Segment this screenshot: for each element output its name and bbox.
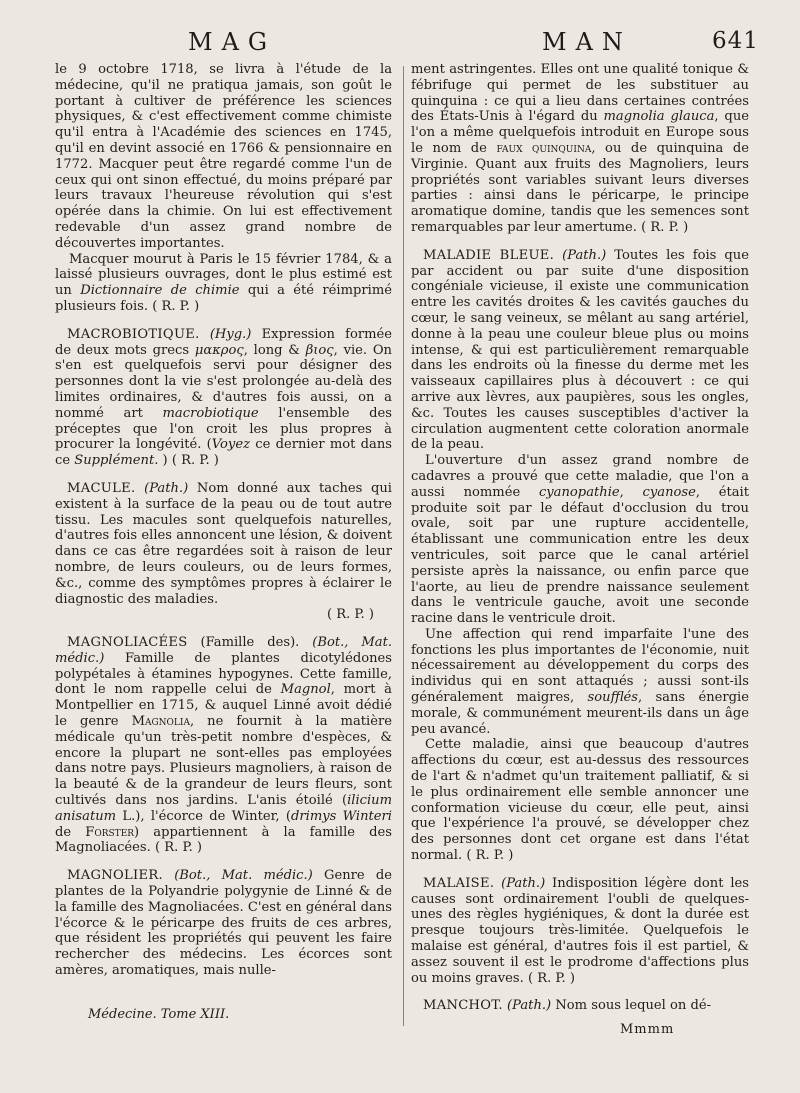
author-signature: ( R. P. ) bbox=[326, 607, 374, 623]
entry-tag: (Path.) bbox=[562, 247, 607, 263]
maladie-bleue-paragraph-4: Cette maladie, ainsi que beaucoup d'autres affections du cœur, est au-dessus des ressources de l'art & n'admet qu'un traitement palliatif, & si le plus ordinairement elle semble annoncer une conformation vicieuse du cœur, elle peut, ainsi que l'expérience l'a prouvé, se développer chez des personnes dont cet organe est dans l'état normal. ( R. P. ) bbox=[411, 737, 749, 864]
column-divider bbox=[403, 66, 404, 1026]
entry-tag: (Path.) bbox=[501, 875, 546, 891]
greek-word: βιος bbox=[305, 342, 334, 358]
signature-mark: Mmmm bbox=[620, 1022, 675, 1037]
magnolier-continuation: ment astringentes. Elles ont une qualité tonique & fébrifuge qui permet de les substituer au quinquina : ce qui a lieu dans certaines contrées des États-Unis à l'égard du magnolia glauca, que l'on a même quelquefois introduit en Europe sous le nom de faux quinquina, ou de quinquina de Virginie. Quant aux fruits des Magnoliers, leurs propriétés sont variables suivant leurs diverses parties : ainsi dans le péricarpe, le principe aromatique domine, tandis que les semences sont remarquables par leur amertume. ( R. P. ) bbox=[411, 62, 750, 235]
header-left-word: MAG bbox=[188, 28, 277, 56]
author-signature: ( R. P. ) bbox=[171, 453, 219, 469]
macquer-paragraph-2: Macquer mourut à Paris le 15 février 1784, & a laissé plusieurs ouvrages, dont le plus estimé est un Dictionnaire de chimie qui a été réimprimé plusieurs fois. ( R. P. ) bbox=[55, 251, 392, 314]
entry-macule: MACULE. (Path.) Nom donné aux taches qui existent à la surface de la peau ou de tout autre tissu. Les macules sont quelquefois naturelles, d'autres fois elles annoncent une lésion, & doivent dans ce cas être regardées soit à raison de leur nombre, de leurs couleurs, ou de leurs formes, &c., comme des symptômes propres à éclairer le diagnostic des maladies. bbox=[55, 480, 392, 607]
entry-magnoliacees: MAGNOLIACÉES (Famille des). (Bot., Mat. médic.) Famille de plantes dicotylédones polypétales à étamines hypogynes. Cette famille, dont le nom rappelle celui de Magnol, mort à Montpellier en 1715, & auquel Linné avoit dédié le genre Magnolia, ne fournit à la matière médicale qu'un très-petit nombre d'espèces, & encore la plupart ne sont-elles pas employées dans notre pays. Plusieurs magnoliers, à raison de la beauté & de la grandeur de leurs fleurs, sont cultivés dans nos jardins. L'anis étoilé (ilicium anisatum L.), l'écorce de Winter, (drimys Winteri de Forster) appartiennent à la famille des Magnoliacées. ( R. P. ) bbox=[55, 635, 393, 856]
page-number: 641 bbox=[712, 28, 759, 54]
author-signature: ( R. P. ) bbox=[466, 848, 514, 864]
right-column bbox=[411, 62, 749, 1014]
header-center-word: MAN bbox=[542, 28, 632, 56]
entry-tag: (Bot., Mat. médic.) bbox=[55, 635, 393, 666]
entry-headword: MAGNOLIER. bbox=[67, 868, 163, 884]
entry-macrobiotique: MACROBIOTIQUE. (Hyg.) Expression formée de deux mots grecs μακρος, long & βιος, vie. On s'en est quelquefois servi pour désigner des personnes dont la vie s'est prolongée au-delà des limites ordinaires, & d'autres fois aussi, on a nommé art macrobiotique l'ensemble des préceptes que l'on croit les plus propres à procurer la longévité. (Voyez ce dernier mot dans ce Supplément. ) ( R. P. ) bbox=[55, 326, 393, 469]
entry-tag: (Bot., Mat. médic.) bbox=[174, 868, 313, 884]
work-title: Dictionnaire de chimie bbox=[80, 283, 240, 299]
maladie-bleue-paragraph-2: L'ouverture d'un assez grand nombre de cadavres a prouvé que cette maladie, que l'on a aussi nommée cyanopathie, cyanose, était produite soit par le défaut d'occlusion du trou ovale, soit par une rupture accidentelle, établissant une communication entre les deux ventricules, soit parce que le canal artériel persiste après la naissance, ou enfin parce que l'aorte, au lieu de prendre naissance seulement dans le ventricule gauche, avoit une seconde racine dans le ventricule droit. bbox=[411, 453, 750, 627]
entry-headword: MANCHOT. bbox=[423, 998, 503, 1014]
left-column bbox=[55, 62, 392, 979]
entry-tag: (Hyg.) bbox=[209, 326, 252, 342]
entry-maladie-bleue: MALADIE BLEUE. (Path.) Toutes les fois que par accident ou par suite d'une disposition congéniale vicieuse, il existe une communication entre les cavités droites & les cavités gauches du cœur, le sang veineux, se mêlant au sang artériel, donne à la peau une couleur bleue plus ou moins intense, & qui est particulièrement remarquable dans les endroits où la finesse du derme met les vaisseaux capillaires plus à découvert : ce qui arrive aux lèvres, aux paupières, sous les ongles, &c. Toutes les causes susceptibles d'activer la circulation augmentent cette coloration anormale de la peau. bbox=[411, 247, 749, 453]
author-signature: ( R. P. ) bbox=[527, 970, 575, 986]
author-signature: ( R. P. ) bbox=[641, 219, 689, 235]
entry-headword: MALADIE BLEUE. bbox=[423, 247, 555, 263]
entry-tag: (Path.) bbox=[507, 998, 552, 1014]
entry-headword: MALAISE. bbox=[423, 875, 495, 891]
entry-headword: MAGNOLIACÉES bbox=[67, 635, 188, 651]
author-signature: ( R. P. ) bbox=[154, 840, 203, 856]
volume-footer: Médecine. Tome XIII. bbox=[88, 1007, 230, 1022]
entry-malaise: MALAISE. (Path.) Indisposition légère dont les causes sont ordinairement l'oubli de quelques-unes des règles hygiéniques, & dont la durée est presque toujours très-limitée. Quelquefois le malaise est général, d'autres fois il est partiel, & assez souvent il est le prodrome d'affections plus ou moins graves. ( R. P. ) bbox=[411, 875, 749, 986]
author-signature: ( R. P. ) bbox=[152, 298, 200, 314]
entry-magnolier: MAGNOLIER. (Bot., Mat. médic.) Genre de plantes de la Polyandrie polygynie de Linné & de la famille des Magnoliacées. C'est en général dans l'écorce & le péricarpe des fruits de ces arbres, que résident les propriétés qui peuvent les faire rechercher des médecins. Les écorces sont amères, aromatiques, mais nulle- bbox=[55, 868, 392, 979]
greek-word: μακρος bbox=[194, 342, 244, 358]
entry-tag: (Path.) bbox=[144, 480, 189, 496]
entry-headword: MACULE. bbox=[67, 480, 136, 496]
macquer-paragraph-1: le 9 octobre 1718, se livra à l'étude de la médecine, qu'il ne pratiqua jamais, son goût le portant à cultiver de préférence les sciences physiques, & c'est effectivement comme chimiste qu'il entra à l'Académie des sciences en 1745, qu'il en devint associé en 1766 & pensionnaire en 1772. Macquer peut être regardé comme l'un de ceux qui ont sinon effectué, du moins préparé par leurs travaux l'heureuse révolution qui s'est opérée dans la chimie. On lui est effectivement redevable d'un assez grand nombre de découvertes importantes. bbox=[55, 62, 392, 251]
entry-headword: MACROBIOTIQUE. bbox=[67, 326, 200, 342]
running-header bbox=[0, 28, 800, 58]
maladie-bleue-paragraph-3: Une affection qui rend imparfaite l'une des fonctions les plus importantes de l'économie, nuit nécessairement au développement du corps des individus qui en sont attaqués ; aussi sont-ils généralement maigres, soufflés, sans énergie morale, & communément meurent-ils dans un âge peu avancé. bbox=[411, 626, 749, 737]
entry-manchot: MANCHOT. (Path.) Nom sous lequel on dé- bbox=[423, 998, 712, 1014]
